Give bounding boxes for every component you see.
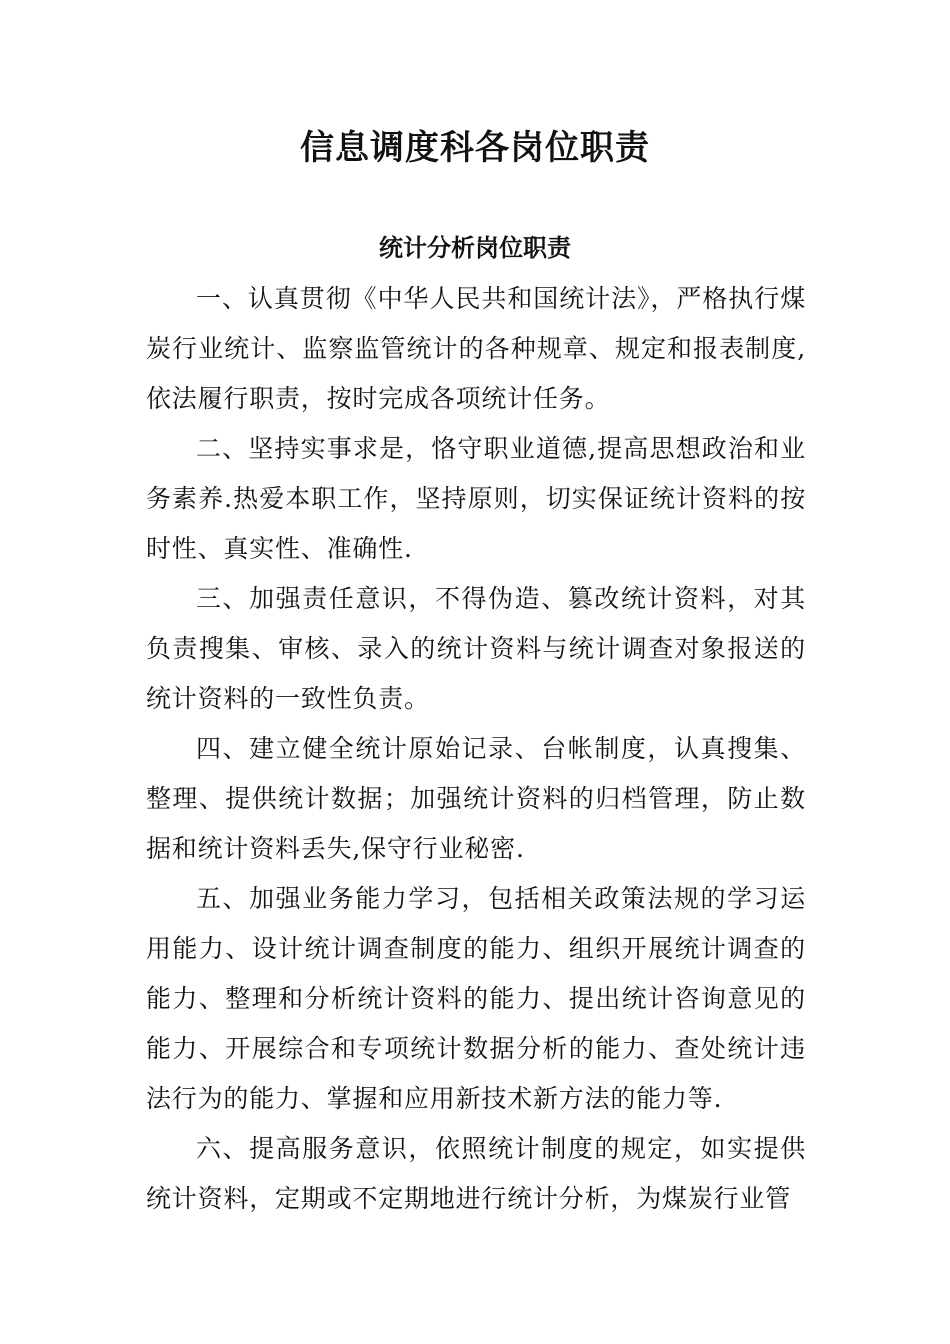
document-body (146, 274, 806, 1224)
document-title: 信息调度科各岗位职责 (300, 128, 650, 168)
section-title: 统计分析岗位职责 (379, 233, 571, 262)
paragraph-5: 五、加强业务能力学习，包括相关政策法规的学习运用能力、设计统计调查制度的能力、组织开展统计调查的能力、整理和分析统计资料的能力、提出统计咨询意见的能力、开展综合和专项统计数据分析的能力、查处统计违法行为的能力、掌握和应用新技术新方法的能力等. (146, 884, 806, 1113)
paragraph-1: 一、认真贯彻《中华人民共和国统计法》，严格执行煤炭行业统计、监察监管统计的各种规章、规定和报表制度,依法履行职责，按时完成各项统计任务。 (146, 284, 806, 413)
paragraph-4: 四、建立健全统计原始记录、台帐制度，认真搜集、整理、提供统计数据；加强统计资料的归档管理，防止数据和统计资料丢失,保守行业秘密. (146, 734, 806, 863)
paragraph-2: 二、坚持实事求是，恪守职业道德,提高思想政治和业务素养.热爱本职工作，坚持原则，切实保证统计资料的按时性、真实性、准确性. (146, 434, 806, 563)
paragraph-3: 三、加强责任意识，不得伪造、篡改统计资料，对其负责搜集、审核、录入的统计资料与统计调查对象报送的统计资料的一致性负责。 (146, 584, 806, 713)
paragraph-6: 六、提高服务意识，依照统计制度的规定，如实提供统计资料，定期或不定期地进行统计分析，为煤炭行业管 (146, 1134, 806, 1213)
